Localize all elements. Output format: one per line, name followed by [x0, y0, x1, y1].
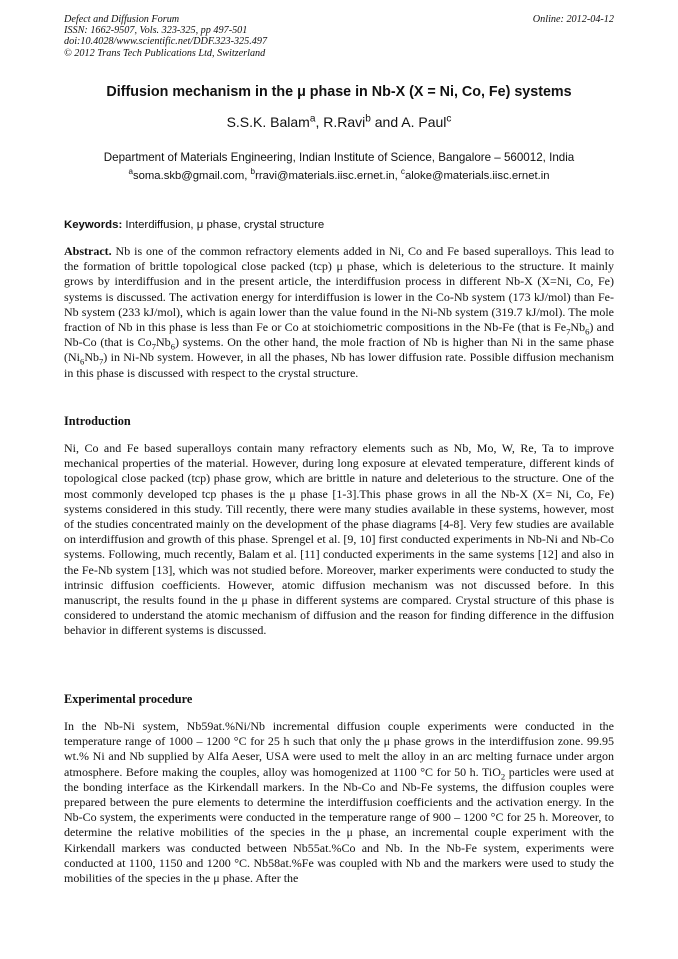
email-address: aloke@materials.iisc.ernet.in [404, 170, 550, 182]
author-name: R.Ravi [323, 114, 366, 130]
doi-line: doi:10.4028/www.scientific.net/DDF.323-325.497 [64, 36, 268, 48]
experimental-paragraph: In the Nb-Ni system, Nb59at.%Ni/Nb incremental diffusion couple experiments were conducted in the temperature range of 1000 – 1200 °C for 25 h such that only the μ phase grows in the interdiffusion zone. 99.95 wt.% Ni and Nb supplied by Alfa Aeser, USA were used to melt the alloy in an arc melting furnace under argon atmosphere. Before making the couples, alloy was homogenized at 1100 °C for 50 h. TiO$_2$ particles were used at the bonding interface as the Kirkendall markers. In the Nb-Co and Nb-Fe systems, the diffusion couples were prepared between the pure elements to determine the interdiffusion coefficients and the activation energy. In the Nb-Co system, the experiments were conducted in the temperature range of 900 – 1200 °C for 25 h. Moreover, to determine the relative mobilities of the species in the μ phase, an incremental couple experiment with the Kirkendall markers was conducted between Nb55at.%Co and Nb. In the Nb-Fe system, experiments were conducted at 1100, 1150 and 1200 °C. Nb58at.%Fe was coupled with Nb and the markers were used to study the mobilities of the species in the μ phase. After the [64, 719, 614, 886]
paper-title: Diffusion mechanism in the μ phase in Nb-X (X = Ni, Co, Fe) systems [106, 84, 572, 100]
author-list: S.S.K. Balam$^a$, R.Ravi$^b$ and A. Paul$^c$ [226, 113, 452, 130]
author-name: A. Paul [401, 114, 447, 130]
email-address: soma.skb@gmail.com [132, 170, 245, 182]
email-address: rravi@materials.iisc.ernet.in [255, 170, 395, 182]
abstract-label: Abstract. [64, 244, 112, 258]
email-mark: a [128, 167, 133, 177]
author-mark: b [365, 113, 371, 125]
section-heading-introduction: Introduction [64, 414, 131, 428]
keywords-label: Keywords: [64, 219, 123, 231]
copyright-line: © 2012 Trans Tech Publications Ltd, Switzerland [64, 47, 266, 59]
running-header-citation [64, 14, 267, 59]
abstract-paragraph [64, 244, 614, 381]
issn-line: ISSN: 1662-9507, Vols. 323-325, pp 497-501 [64, 25, 248, 37]
abstract-text: Nb is one of the common refractory elements added in Ni, Co and Fe based superalloys. This lead to the formation of brittle topological close packed (tcp) μ phase, which is deleterious to the structure. It mainly grows by interdiffusion and in the present article, the interdiffusion process in different Nb-X (X=Ni, Co, Fe) systems is discussed. The activation energy for interdiffusion is lower in the Co-Nb system (173 kJ/mol) than Fe-Nb system (233 kJ/mol), which is again lower than the value found in the Ni-Nb system (319.7 kJ/mol). The mole fraction of Nb in this phase is less than Fe or Co at stoichiometric compositions in the Nb-Fe (that is $Fe_7Nb_6$) and Nb-Co (that is $Co_7Nb_6$) systems. On the other hand, the mole fraction of Nb is higher than Ni in the same phase $(Ni_6Nb_7)$ in Ni-Nb system. However, in all the phases, Nb has lower diffusion rate. Possible diffusion mechanism in this phase is discussed with respect to the crystal structure. [64, 244, 615, 380]
author-mark: c [446, 113, 452, 125]
keywords-text: Interdiffusion, μ phase, crystal structure [122, 219, 325, 231]
journal-name: Defect and Diffusion Forum [64, 14, 180, 25]
author-name: S.S.K. Balam [226, 114, 310, 130]
email-mark: b [250, 167, 256, 177]
keywords [64, 219, 324, 231]
email-list: $^a$soma.skb@gmail.com, $^b$rravi@materials.iisc.ernet.in, $^c$aloke@materials.iisc.ernet.in [128, 167, 550, 182]
email-mark: c [400, 167, 405, 177]
section-heading-experimental: Experimental procedure [64, 692, 193, 706]
affiliation: Department of Materials Engineering, Indian Institute of Science, Bangalore – 560012, India [103, 151, 575, 164]
author-mark: a [309, 113, 316, 125]
introduction-paragraph: Ni, Co and Fe based superalloys contain many refractory elements such as Nb, Mo, W, Re, Ta to improve mechanical properties of the material. However, during long exposure at elevated temperature, different kinds of topological close packed (tcp) phase grow, which are brittle in nature and deleterious to the structure. One of the most commonly developed tcp phases is the μ phase [1-3].This phase grows in all the Nb-X (X= Ni, Co, Fe) systems considered in this study. Till recently, there were many studies available in these systems, however, most of the studies concentrated mainly on the development of the phase diagrams [4-8]. Very few studies are available on interdiffusion and growth of this phase. Sprengel et al. [9, 10] first conducted experiments in Nb-Ni and Nb-Co systems. Following, much recently, Balam et al. [11] conducted experiments in the same systems [12] and also in the Fe-Nb system [13], which was not studied before. Moreover, marker experiments were conducted to study the intrinsic diffusion coefficients. However, atomic diffusion mechanism was not discussed before. In this manuscript, the results found in the μ phase in different systems are compared. Crystal structure of this phase is considered to understand the atomic mechanism of diffusion and the reason for finding difference in the diffusion behavior in different systems is discussed. [64, 441, 614, 638]
online-date: Online: 2012-04-12 [532, 14, 614, 25]
